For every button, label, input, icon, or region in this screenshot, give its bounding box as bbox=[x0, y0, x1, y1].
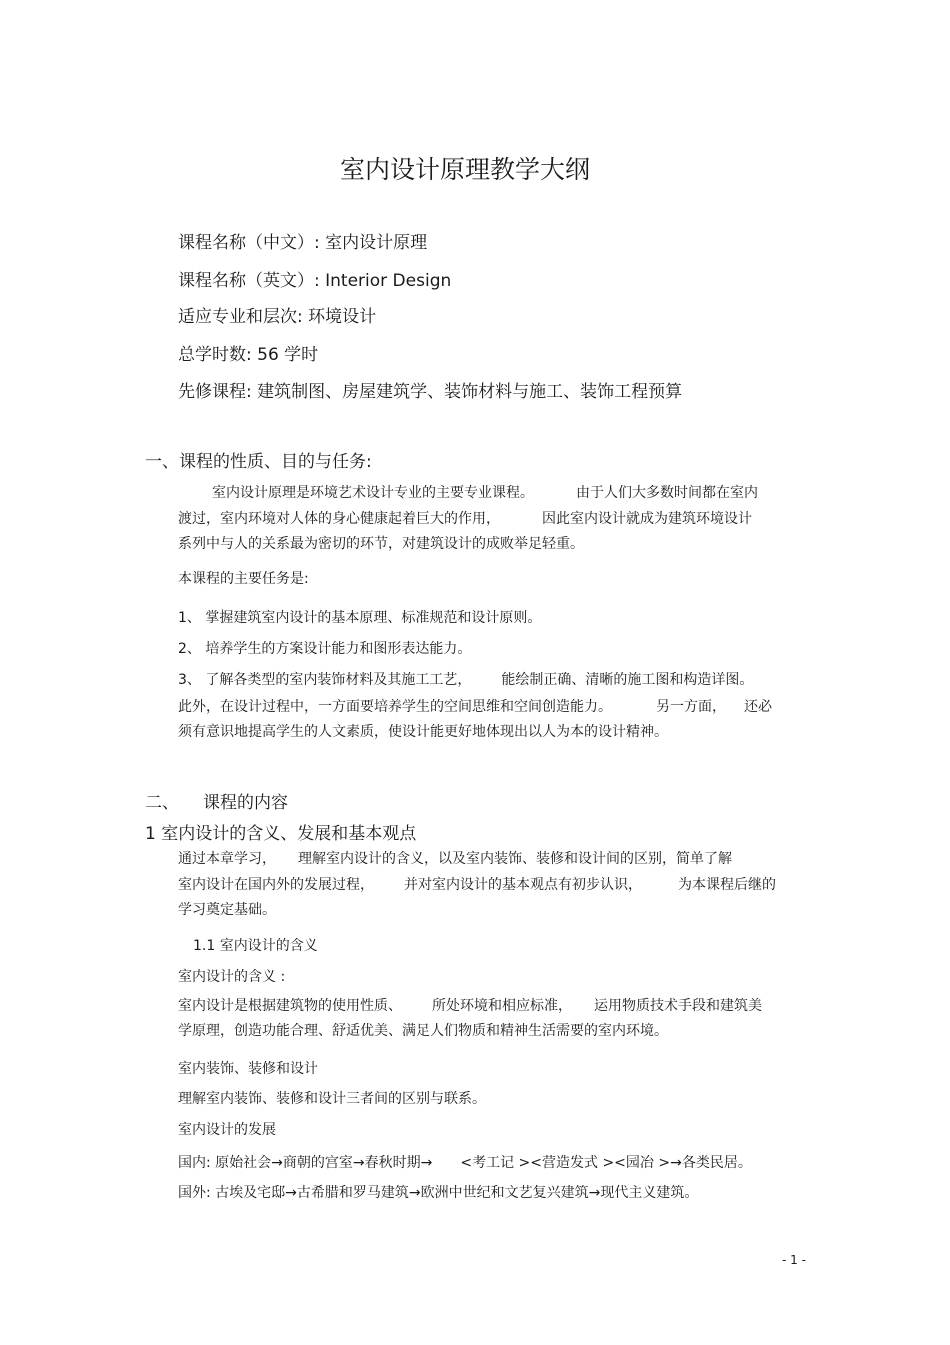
text-segment: 为本课程后继的 bbox=[678, 877, 776, 893]
course-name-cn-label: 课程名称（中文）: bbox=[178, 233, 320, 253]
development-label: 室内设计的发展 bbox=[178, 1122, 276, 1138]
text-segment: 渡过，室内环境对人体的身心健康起着巨大的作用， bbox=[178, 511, 500, 527]
task-item: 2、 培养学生的方案设计能力和图形表达能力。 bbox=[178, 641, 472, 657]
text-segment: 室内设计原理是环境艺术设计专业的主要专业课程。 bbox=[212, 485, 534, 501]
course-major-label: 适应专业和层次: bbox=[178, 307, 303, 327]
course-prereq-value: 建筑制图、房屋建筑学、装饰材料与施工、装饰工程预算 bbox=[257, 382, 683, 402]
section2-title: 课程的内容 bbox=[203, 793, 288, 813]
course-hours bbox=[178, 340, 318, 365]
text-segment: 因此室内设计就成为建筑环境设计 bbox=[542, 511, 752, 527]
paragraph-line bbox=[178, 899, 276, 919]
paragraph-line bbox=[178, 848, 732, 868]
paragraph-line bbox=[178, 721, 668, 741]
task-item: 1、 掌握建筑室内设计的基本原理、标准规范和设计原则。 bbox=[178, 610, 542, 626]
text-segment: 3、 了解各类型的室内装饰材料及其施工工艺， bbox=[178, 672, 472, 688]
text-segment: 室内设计是根据建筑物的使用性质、 bbox=[178, 998, 402, 1014]
section1-heading: 一、课程的性质、目的与任务: bbox=[145, 452, 372, 472]
page-number: - 1 - bbox=[782, 1253, 806, 1267]
course-hours-value: 56 学时 bbox=[257, 345, 319, 365]
text-segment: 还必 bbox=[744, 699, 772, 715]
text-segment: 通过本章学习， bbox=[178, 851, 276, 867]
paragraph-line bbox=[212, 482, 758, 502]
course-prereq-label: 先修课程: bbox=[178, 382, 252, 402]
section2-heading bbox=[145, 788, 288, 813]
text-segment: 学原理，创造功能合理、舒适优美、满足人们物质和精神生活需要的室内环境。 bbox=[178, 1023, 668, 1039]
tasks-intro: 本课程的主要任务是: bbox=[178, 571, 309, 587]
text-segment: 系列中与人的关系最为密切的环节，对建筑设计的成败举足轻重。 bbox=[178, 536, 584, 552]
text-segment: 另一方面， bbox=[656, 699, 726, 715]
paragraph-line bbox=[178, 696, 772, 716]
task-item bbox=[178, 669, 753, 689]
section2-number: 二、 bbox=[145, 793, 179, 813]
course-major bbox=[178, 302, 376, 327]
text-segment: <考工记 ><营造发式 ><园冶 >→各类民居。 bbox=[460, 1155, 752, 1171]
paragraph-line bbox=[178, 533, 584, 553]
course-major-value: 环境设计 bbox=[308, 307, 377, 327]
course-name-en-label: 课程名称（英文）: bbox=[178, 271, 320, 291]
paragraph-line bbox=[178, 874, 776, 894]
text-segment: 须有意识地提高学生的人文素质，使设计能更好地体现出以人为本的设计精神。 bbox=[178, 724, 668, 740]
text-segment: 由于人们大多数时间都在室内 bbox=[576, 485, 758, 501]
text-segment: 并对室内设计的基本观点有初步认识， bbox=[404, 877, 642, 893]
course-name-cn-value: 室内设计原理 bbox=[325, 233, 428, 253]
course-prerequisites bbox=[178, 377, 682, 402]
subsection-1-1-heading: 1.1 室内设计的含义 bbox=[193, 938, 318, 954]
text-segment: 室内设计在国内外的发展过程， bbox=[178, 877, 374, 893]
decor-text: 理解室内装饰、装修和设计三者间的区别与联系。 bbox=[178, 1091, 486, 1107]
paragraph-line bbox=[178, 995, 762, 1015]
course-name-en bbox=[178, 266, 451, 291]
text-segment: 理解室内设计的含义，以及室内装饰、装修和设计间的区别，简单了解 bbox=[298, 851, 732, 867]
text-segment: 能绘制正确、清晰的施工图和构造详图。 bbox=[501, 672, 754, 688]
document-title: 室内设计原理教学大纲 bbox=[339, 155, 590, 184]
course-name-cn bbox=[178, 228, 427, 253]
text-segment: 运用物质技术手段和建筑美 bbox=[594, 998, 762, 1014]
text-segment: 此外，在设计过程中，一方面要培养学生的空间思维和空间创造能力。 bbox=[178, 699, 612, 715]
meaning-label: 室内设计的含义 : bbox=[178, 969, 286, 985]
decor-label: 室内装饰、装修和设计 bbox=[178, 1061, 318, 1077]
text-segment: 所处环境和相应标准， bbox=[432, 998, 572, 1014]
text-segment: 国内: 原始社会→商朝的宫室→春秋时期→ bbox=[178, 1155, 433, 1171]
paragraph-line bbox=[178, 508, 752, 528]
course-name-en-value: Interior Design bbox=[325, 271, 452, 291]
foreign-line: 国外: 古埃及宅邸→古希腊和罗马建筑→欧洲中世纪和文艺复兴建筑→现代主义建筑。 bbox=[178, 1185, 699, 1201]
domestic-line bbox=[178, 1152, 752, 1172]
chapter1-heading: 1 室内设计的含义、发展和基本观点 bbox=[145, 824, 417, 844]
text-segment: 学习奠定基础。 bbox=[178, 902, 276, 918]
paragraph-line bbox=[178, 1020, 668, 1040]
course-hours-label: 总学时数: bbox=[178, 345, 252, 365]
